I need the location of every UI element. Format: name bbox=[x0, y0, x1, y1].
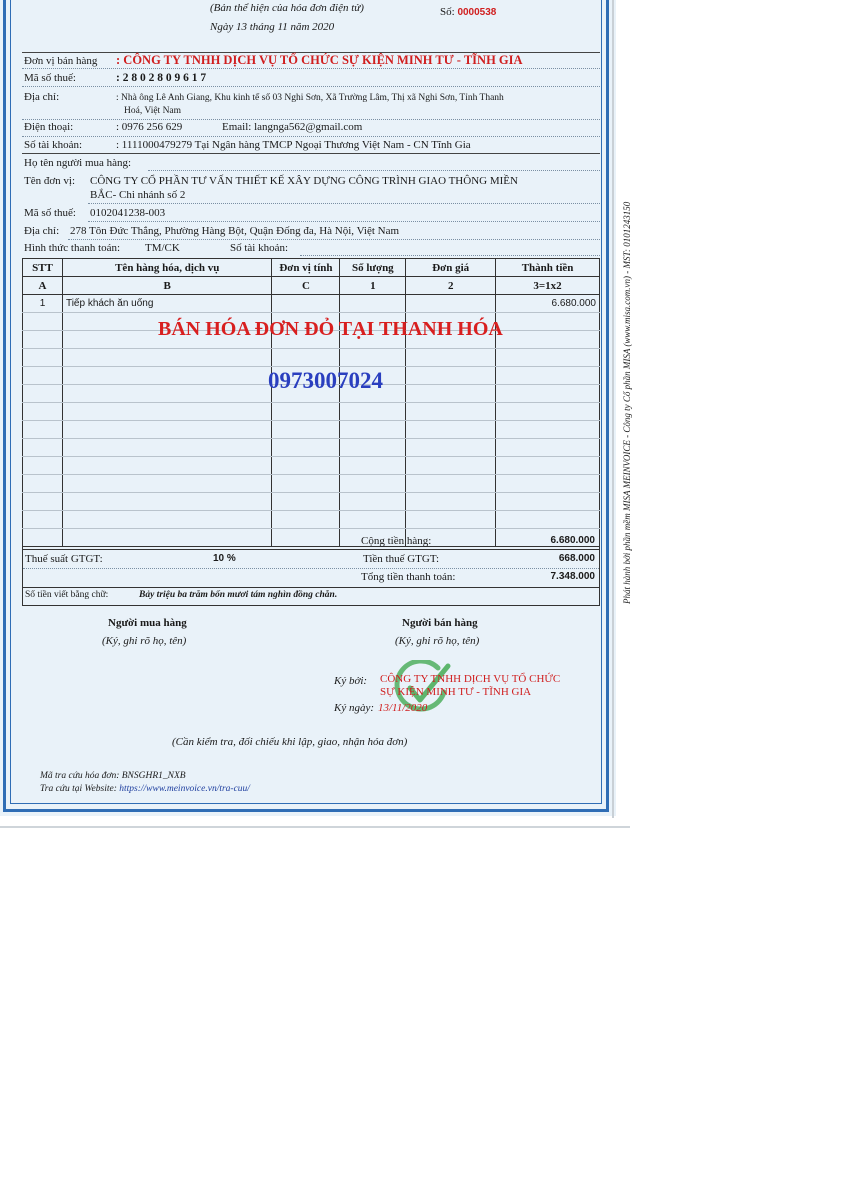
table-row-empty bbox=[23, 421, 600, 439]
buyer-payment-method: TM/CK bbox=[145, 242, 180, 254]
table-row-empty bbox=[23, 493, 600, 511]
col-sub-b: B bbox=[62, 277, 272, 295]
col-header-name: Tên hàng hóa, dịch vụ bbox=[62, 259, 272, 277]
table-subheader-row bbox=[23, 277, 600, 295]
totals-block bbox=[22, 532, 600, 606]
buyer-address: 278 Tôn Đức Thắng, Phường Hàng Bột, Quận Đống đa, Hà Nội, Việt Nam bbox=[70, 225, 400, 237]
col-sub-c: C bbox=[272, 277, 340, 295]
rule bbox=[23, 587, 599, 588]
rule bbox=[22, 119, 600, 120]
page-edge-shadow bbox=[612, 0, 614, 818]
table-row-empty bbox=[23, 349, 600, 367]
col-sub-2: 2 bbox=[406, 277, 496, 295]
col-sub-a: A bbox=[23, 277, 63, 295]
table-row-empty bbox=[23, 403, 600, 421]
rule bbox=[68, 239, 600, 240]
invoice-number-value: 0000538 bbox=[457, 7, 497, 18]
signed-date-label: Ký ngày: bbox=[334, 702, 375, 714]
seller-account: : 1111000479279 Tại Ngân hàng TMCP Ngoại Thương Việt Nam - CN Tĩnh Gia bbox=[116, 139, 471, 151]
rule bbox=[300, 255, 600, 256]
seller-address-label: Địa chỉ: bbox=[24, 91, 60, 103]
col-header-stt: STT bbox=[23, 259, 63, 277]
seller-signature-title: Người bán hàng bbox=[402, 617, 478, 629]
row-qty bbox=[340, 295, 406, 313]
buyer-tax-code: 0102041238-003 bbox=[90, 207, 166, 219]
vat-rate-value: 10 % bbox=[213, 553, 236, 564]
col-header-unit: Đơn vị tính bbox=[272, 259, 340, 277]
seller-phone-label: Điện thoại: bbox=[24, 121, 74, 133]
invoice-number-label: Số: bbox=[440, 6, 455, 18]
seller-address-line1: : Nhà ông Lê Anh Giang, Khu kinh tế số 03 Nghi Sơn, Xã Trường Lâm, Thị xã Nghi Sơn, Tỉnh Thanh bbox=[116, 93, 504, 103]
rule bbox=[23, 568, 599, 569]
lookup-site-label: Tra cứu tại Website: bbox=[40, 784, 117, 794]
signed-by-label: Ký bởi: bbox=[334, 675, 368, 687]
seller-signature-note: (Ký, ghi rõ họ, tên) bbox=[395, 635, 480, 647]
vat-value: 668.000 bbox=[558, 553, 595, 564]
row-stt: 1 bbox=[23, 295, 63, 313]
invoice-subtitle: (Bản thể hiện của hóa đơn điện tử) bbox=[210, 2, 364, 14]
row-amount: 6.680.000 bbox=[496, 295, 600, 313]
rule bbox=[23, 549, 599, 550]
col-header-qty: Số lượng bbox=[340, 259, 406, 277]
col-header-amount: Thành tiền bbox=[496, 259, 600, 277]
buyer-signature-note: (Ký, ghi rõ họ, tên) bbox=[102, 635, 187, 647]
vertical-publisher-note: Phát hành bởi phần mềm MISA MEINVOICE - Công ty Cổ phần MISA (www.misa.com.vn) - MST: 0101243150 bbox=[622, 201, 632, 604]
rule bbox=[88, 203, 600, 204]
seller-account-label: Số tài khoản: bbox=[24, 139, 83, 151]
table-row-empty bbox=[23, 511, 600, 529]
table-row bbox=[23, 295, 600, 313]
invoice-number bbox=[440, 6, 496, 18]
seller-tax-code: : 2 8 0 2 8 0 9 6 1 7 bbox=[116, 72, 207, 84]
seller-tax-label: Mã số thuế: bbox=[24, 72, 76, 84]
signed-date-value: 13/11/2020 bbox=[378, 702, 428, 714]
buyer-person-label: Họ tên người mua hàng: bbox=[24, 157, 132, 169]
items-table bbox=[22, 258, 600, 547]
seller-address-line2: Hoá, Việt Nam bbox=[124, 106, 182, 116]
table-row-empty bbox=[23, 439, 600, 457]
watermark-line2: 0973007024 bbox=[268, 368, 383, 393]
amount-words-value: Bảy triệu ba trăm bốn mươi tám nghìn đồng chẵn. bbox=[139, 590, 338, 600]
seller-name-label: Đơn vị bán hàng bbox=[24, 55, 98, 67]
vat-rate-label: Thuế suất GTGT: bbox=[25, 553, 103, 565]
total-label: Tổng tiền thanh toán: bbox=[361, 571, 456, 583]
rule bbox=[22, 86, 600, 87]
buyer-unit-line2: BẮC- Chi nhánh số 2 bbox=[90, 189, 186, 201]
buyer-tax-label: Mã số thuế: bbox=[24, 207, 76, 219]
vat-label: Tiền thuế GTGT: bbox=[363, 553, 440, 565]
seller-name: : CÔNG TY TNHH DỊCH VỤ TỔ CHỨC SỰ KIỆN MINH TƯ - TĨNH GIA bbox=[116, 53, 523, 67]
col-header-price: Đơn giá bbox=[406, 259, 496, 277]
lookup-site bbox=[40, 784, 250, 794]
buyer-account-label: Số tài khoản: bbox=[230, 242, 289, 254]
buyer-unit-line1: CÔNG TY CỔ PHẦN TƯ VẤN THIẾT KẾ XÂY DỰNG CÔNG TRÌNH GIAO THÔNG MIỀN bbox=[90, 175, 518, 187]
subtotal-label: Cộng tiền hàng: bbox=[361, 535, 432, 547]
lookup-site-link[interactable]: https://www.meinvoice.vn/tra-cuu/ bbox=[119, 784, 250, 794]
buyer-signature-title: Người mua hàng bbox=[108, 617, 187, 629]
check-note: (Cần kiểm tra, đối chiếu khi lập, giao, nhận hóa đơn) bbox=[172, 736, 408, 748]
seller-phone: : 0976 256 629 bbox=[116, 121, 183, 133]
page-bottom-rule bbox=[0, 826, 630, 828]
watermark-line1: BÁN HÓA ĐƠN ĐỎ TẠI THANH HÓA bbox=[158, 318, 503, 340]
subtotal-value: 6.680.000 bbox=[550, 535, 595, 546]
seller-email: Email: langnga562@gmail.com bbox=[222, 121, 363, 133]
signed-by-line2: SỰ KIỆN MINH TƯ - TĨNH GIA bbox=[380, 686, 532, 698]
table-header-row bbox=[23, 259, 600, 277]
rule bbox=[22, 136, 600, 137]
rule bbox=[88, 221, 600, 222]
col-sub-3: 3=1x2 bbox=[496, 277, 600, 295]
table-row-empty bbox=[23, 475, 600, 493]
lookup-code: Mã tra cứu hóa đơn: BNSGHR1_NXB bbox=[40, 771, 186, 781]
row-name: Tiếp khách ăn uống bbox=[62, 295, 272, 313]
row-unit bbox=[272, 295, 340, 313]
row-price bbox=[406, 295, 496, 313]
signed-by-line1: CÔNG TY TNHH DỊCH VỤ TỔ CHỨC bbox=[380, 673, 561, 685]
buyer-unit-label: Tên đơn vị: bbox=[24, 175, 76, 187]
col-sub-1: 1 bbox=[340, 277, 406, 295]
amount-words-label: Số tiền viết bằng chữ: bbox=[25, 590, 109, 600]
total-value: 7.348.000 bbox=[550, 571, 595, 582]
seller-buyer-divider bbox=[22, 153, 600, 154]
buyer-address-label: Địa chỉ: bbox=[24, 225, 60, 237]
rule bbox=[22, 68, 600, 69]
buyer-payment-label: Hình thức thanh toán: bbox=[24, 242, 121, 254]
rule bbox=[148, 170, 600, 171]
table-row-empty bbox=[23, 457, 600, 475]
invoice-date: Ngày 13 tháng 11 năm 2020 bbox=[210, 21, 335, 33]
